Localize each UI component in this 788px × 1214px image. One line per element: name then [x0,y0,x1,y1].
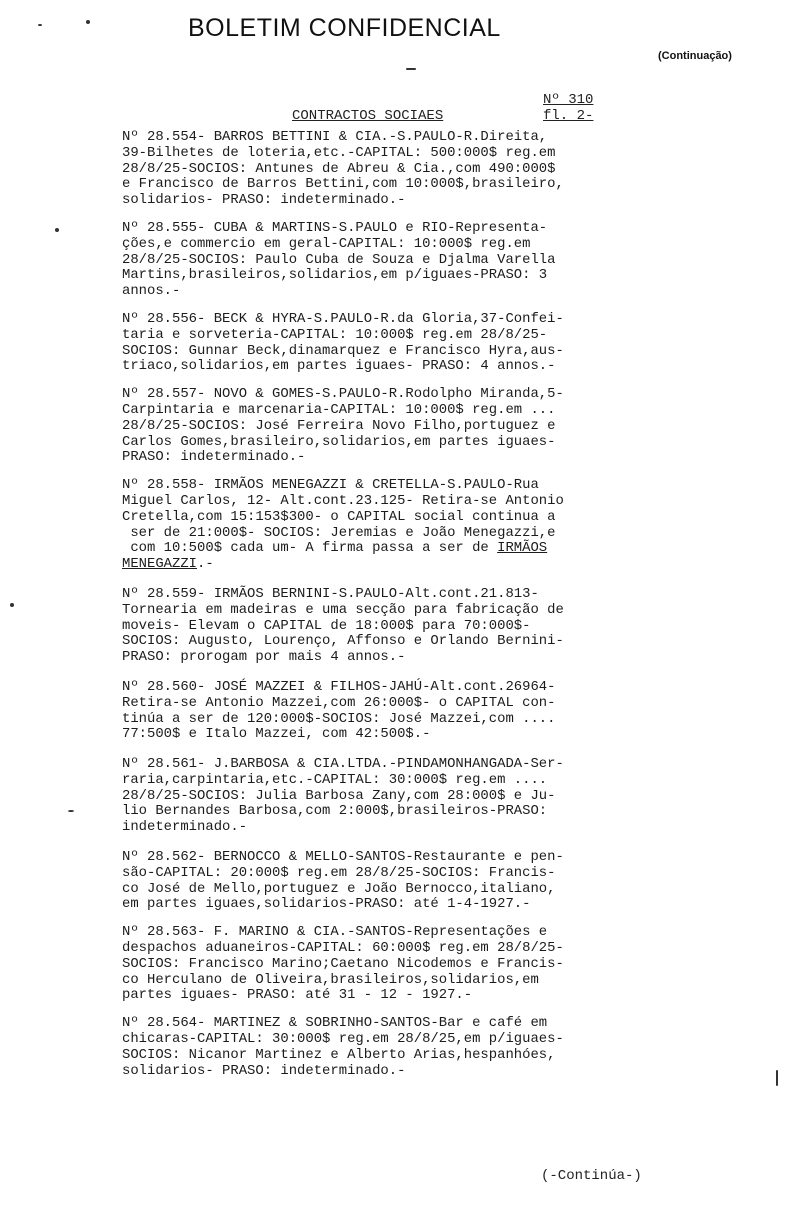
entry-line: Martins,brasileiros,solidarios,em p/iguaes-PRASO: 3 [122,267,548,284]
entry-line: 28/8/25-SOCIOS: José Ferreira Novo Filho,portuguez e [122,417,556,434]
entry-line: Carpintaria e marcenaria-CAPITAL: 10:000$ reg.em ... [122,401,556,418]
entry-line: com 10:500$ cada um- A firma passa a ser de IRMÃOS [122,540,548,557]
entry-line: co Herculano de Oliveira,brasileiros,solidarios,em [122,971,539,988]
scan-speck [406,68,416,70]
entry-line: moveis- Elevam o CAPITAL de 18:000$ para 70:000$- [122,617,531,634]
contract-entry [122,1016,662,1079]
entry-line: MENEGAZZI.- [122,556,214,573]
entry-line: SOCIOS: Augusto, Lourenço, Affonso e Orlando Bernini- [122,633,564,650]
entry-line: ser de 21:000$- SOCIOS: Jeremias e João Menegazzi,e [122,524,556,541]
entry-line: SOCIOS: Nicanor Martinez e Alberto Arias,hespanhóes, [122,1046,556,1063]
entry-line: co José de Mello,portuguez e João Bernocco,italiano, [122,880,556,897]
scan-speck [10,603,14,607]
entry-line: Nº 28.555- CUBA & MARTINS-S.PAULO e RIO-Representa- [122,219,548,236]
entry-line: 28/8/25-SOCIOS: Antunes de Abreu & Cia.,com 490:000$ [122,160,556,177]
entry-line: raria,carpintaria,etc.-CAPITAL: 30:000$ reg.em .... [122,771,548,788]
contract-entry [122,312,662,375]
entry-line: partes iguaes- PRASO: até 31 - 12 - 1927.- [122,987,473,1004]
entry-line: despachos aduaneiros-CAPITAL: 60:000$ reg.em 28/8/25- [122,940,564,957]
section-title: CONTRACTOS SOCIAES [292,108,444,124]
entry-line: tinúa a ser de 120:000$-SOCIOS: José Mazzei,com .... [122,710,556,727]
continuation-note: (Continuação) [658,50,732,62]
entry-line: triaco,solidarios,em partes iguaes- PRASO: 4 annos.- [122,358,556,375]
contract-entry [122,680,662,743]
contract-entry [122,925,662,1004]
contract-entry [122,130,662,209]
entry-line: Nº 28.558- IRMÃOS MENEGAZZI & CRETELLA-S.PAULO-Rua [122,477,539,494]
scan-speck [55,228,59,232]
entry-line: Nº 28.557- NOVO & GOMES-S.PAULO-R.Rodolpho Miranda,5- [122,386,564,403]
entry-line: Nº 28.561- J.BARBOSA & CIA.LTDA.-PINDAMONHANGADA-Ser- [122,756,564,773]
entry-line: Retira-se Antonio Mazzei,com 26:000$- o CAPITAL con- [122,694,556,711]
entry-line: Nº 28.563- F. MARINO & CIA.-SANTOS-Representações e [122,924,548,941]
firm-name-underline: IRMÃOS [497,540,548,557]
entry-line: são-CAPITAL: 20:000$ reg.em 28/8/25-SOCIOS: Francis- [122,864,556,881]
entry-line: Nº 28.564- MARTINEZ & SOBRINHO-SANTOS-Bar e café em [122,1015,548,1032]
contract-entry [122,221,662,300]
continues-footer: (-Continúa-) [541,1168,642,1184]
contract-entry [122,850,662,913]
entry-line: Nº 28.560- JOSÉ MAZZEI & FILHOS-JAHÚ-Alt.cont.26964- [122,678,556,695]
contract-entry [122,757,662,836]
entry-line: Nº 28.554- BARROS BETTINI & CIA.-S.PAULO-R.Direita, [122,129,548,145]
contract-entry [122,587,662,666]
entry-line: ções,e commercio em geral-CAPITAL: 10:000$ reg.em [122,235,531,252]
entry-line: 39-Bilhetes de loteria,etc.-CAPITAL: 500:000$ reg.em [122,144,556,161]
entry-line: 28/8/25-SOCIOS: Julia Barbosa Zany,com 28:000$ e Ju- [122,787,556,804]
entry-line: Tornearia em madeiras e uma secção para fabricação de [122,601,564,618]
entry-line: Miguel Carlos, 12- Alt.cont.23.125- Retira-se Antonio [122,492,564,509]
entry-line: SOCIOS: Gunnar Beck,dinamarquez e Francisco Hyra,aus- [122,342,564,359]
entry-line: PRASO: prorogam por mais 4 annos.- [122,649,406,666]
scan-speck [68,810,74,812]
entries-list [122,130,662,1079]
entry-line: Carlos Gomes,brasileiro,solidarios,em partes iguaes- [122,433,556,450]
scan-speck [86,20,90,24]
reference-number: Nº 310 [543,92,594,108]
entry-line: annos.- [122,283,181,300]
entry-line: lio Bernandes Barbosa,com 2:000$,brasileiros-PRASO: [122,803,548,820]
entry-line: em partes iguaes,solidarios-PRASO: até 1-4-1927.- [122,896,531,913]
entry-line: Cretella,com 15:153$300- o CAPITAL social continua a [122,508,556,525]
scan-speck [776,1070,778,1086]
reference-sheet: fl. 2- [543,108,594,124]
contract-entry [122,387,662,466]
entry-line: solidarios- PRASO: indeterminado.- [122,1062,406,1079]
bulletin-title: BOLETIM CONFIDENCIAL [188,14,501,42]
entry-line: PRASO: indeterminado.- [122,449,306,466]
entry-line: Nº 28.562- BERNOCCO & MELLO-SANTOS-Restaurante e pen- [122,849,564,866]
entry-line: indeterminado.- [122,819,248,836]
entry-line: Nº 28.556- BECK & HYRA-S.PAULO-R.da Gloria,37-Confei- [122,310,564,327]
entry-line: SOCIOS: Francisco Marino;Caetano Nicodemos e Francis- [122,955,564,972]
entry-line: 77:500$ e Italo Mazzei, com 42:500$.- [122,726,431,743]
entry-line: taria e sorveteria-CAPITAL: 10:000$ reg.em 28/8/25- [122,326,548,343]
entry-line: 28/8/25-SOCIOS: Paulo Cuba de Souza e Djalma Varella [122,251,556,268]
firm-name-underline: MENEGAZZI [122,556,198,573]
contract-entry [122,478,662,573]
entry-line: e Francisco de Barros Bettini,com 10:000$,brasileiro, [122,176,564,193]
entry-line: chicaras-CAPITAL: 30:000$ reg.em 28/8/25,em p/iguaes- [122,1031,564,1048]
reference-block [543,92,593,124]
scan-speck [38,24,42,26]
entry-line: Nº 28.559- IRMÃOS BERNINI-S.PAULO-Alt.cont.21.813- [122,585,539,602]
entry-line: solidarios- PRASO: indeterminado.- [122,192,406,209]
